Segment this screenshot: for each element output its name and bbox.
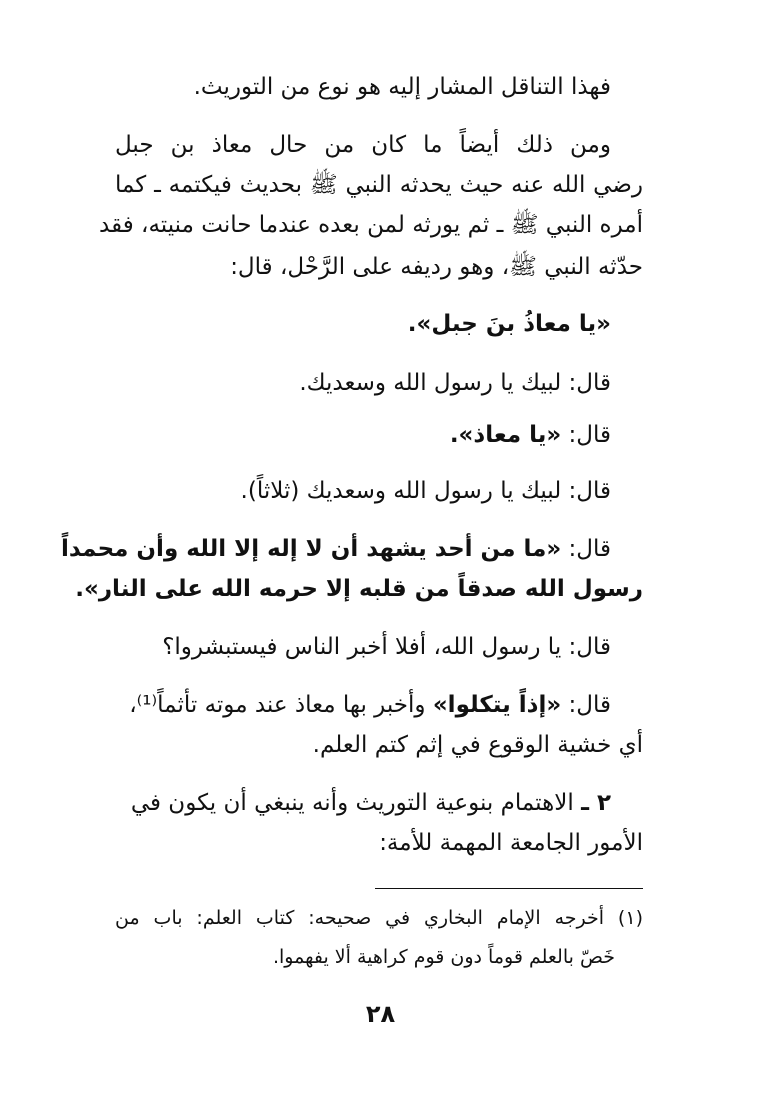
paragraph-line: رضي الله عنه حيث يحدثه النبي ﷺ بحديث فيكتمه ـ كما [115,172,643,198]
quote-text: «إذاً يتكلوا» [432,692,562,718]
paragraph-line: فهذا التناقل المشار إليه هو نوع من التوريث. [193,74,611,100]
quote-text: «يا معاذ». [449,422,562,448]
paragraph-line: حدّثه النبي ﷺ، وهو رديفه على الرَّحْل، قال: [230,254,643,280]
dialogue-speaker: قال: [561,536,611,562]
paragraph-line: الأمور الجامعة المهمة للأمة: [379,830,643,856]
dialogue-line: قال: لبيك يا رسول الله وسعديك (ثلاثاً). [240,478,611,504]
section-number: ٢ ـ [581,790,611,816]
dialogue-line [115,688,611,722]
footnote-line: (١) أخرجه الإمام البخاري في صحيحه: كتاب العلم: باب من [115,907,643,929]
section-heading-text: الاهتمام بنوعية التوريث وأنه ينبغي أن يكون في [130,790,582,816]
footnote-divider [375,888,643,889]
page-number: ٢٨ [365,1000,396,1028]
dialogue-speaker: قال: [561,692,611,718]
dialogue-line [61,532,611,566]
quote-line: «يا معاذُ بنَ جبل». [407,311,611,337]
narration-text: وأخبر بها معاذ عند موته تأثماً⁽¹⁾، [129,692,433,718]
dialogue-line: قال: لبيك يا رسول الله وسعديك. [299,370,611,396]
paragraph-line: أمره النبي ﷺ ـ ثم يورثه لمن بعده عندما حانت منيته، فقد [99,212,643,238]
section-line [115,786,611,820]
quote-text: «ما من أحد يشهد أن لا إله إلا الله وأن محمداً [61,536,562,562]
dialogue-line: قال: يا رسول الله، أفلا أخبر الناس فيستبشروا؟ [162,634,611,660]
dialogue-speaker: قال: [561,422,611,448]
quote-line: رسول الله صدقاً من قلبه إلا حرمه الله على النار». [75,576,643,602]
paragraph-line: أي خشية الوقوع في إثم كتم العلم. [312,732,643,758]
paragraph-text: ومن ذلك أيضاً ما كان من حال معاذ بن جبل [115,132,611,158]
footnote-line: خَصّ بالعلم قوماً دون قوم كراهية ألا يفهموا. [272,946,615,968]
dialogue-line [115,418,611,452]
paragraph-line [115,128,611,162]
